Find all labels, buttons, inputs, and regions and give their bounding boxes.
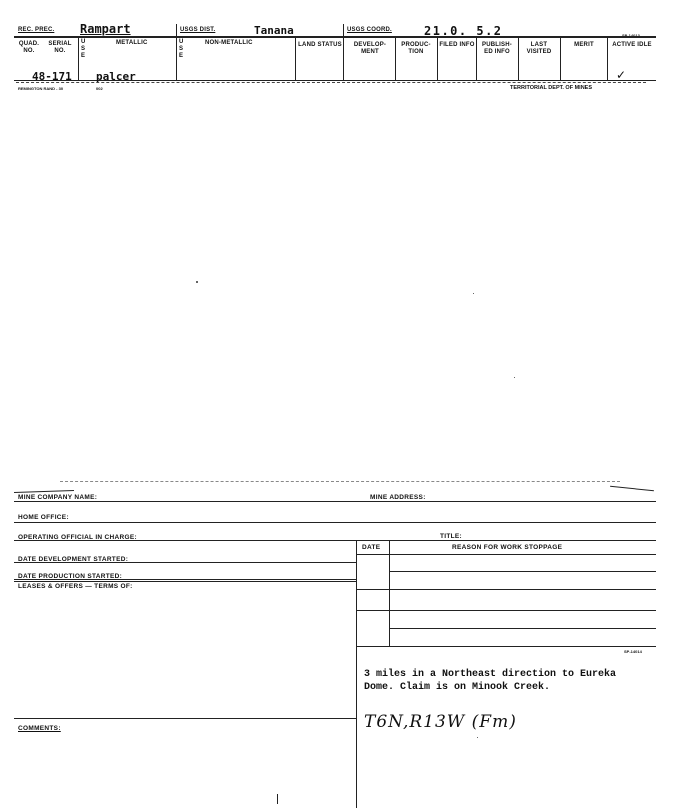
usgs-dist-label: USGS DIST. [180,27,216,33]
usgs-dist-value: Tanana [254,24,294,37]
form-number-bottom: SP-14014 [624,649,642,654]
mine-address-label: MINE ADDRESS: [370,494,426,501]
col-active-idle: ACTIVE IDLE [612,42,652,48]
home-office-label: HOME OFFICE: [18,514,69,521]
date-development-label: DATE DEVELOPMENT STARTED: [18,556,129,563]
col-development: DEVELOP- MENT [353,42,387,55]
col-quad-no: QUAD. NO. [18,41,40,54]
col-metallic: METALLIC [116,40,148,46]
address-line-1: 3 miles in a Northeast direction to Eureka [364,669,617,680]
leases-label: LEASES & OFFERS — TERMS OF: [18,583,133,590]
footer-left: REMINGTON RAND - 30 [18,86,64,91]
col-merit: MERIT [574,42,594,48]
handwritten-legal-description: T6N,R13W (Fm) [364,712,517,732]
footer-right: TERRITORIAL DEPT. OF MINES [510,85,592,91]
rec-prec-label: REC. PREC. [18,27,55,33]
form-number-top: SP-14013 [622,33,640,38]
col-filed-info: FILED INFO [439,42,475,48]
operating-official-label: OPERATING OFFICIAL IN CHARGE: [18,534,137,541]
metallic-value: palcer [96,70,136,83]
col-last-visited: LAST VISITED [526,42,552,55]
col-serial-no: SERIAL NO. [48,41,72,54]
active-idle-mark: ✓ [616,68,627,82]
date-production-label: DATE PRODUCTION STARTED: [18,573,123,580]
date-column-label: DATE [362,544,381,551]
col-published-info: PUBLISH- ED INFO [482,42,512,55]
comments-label: COMMENTS: [18,725,61,732]
col-non-metallic: NON-METALLIC [205,40,253,46]
rec-prec-value: Rampart [80,22,131,36]
mine-company-name-label: MINE COMPANY NAME: [18,494,98,501]
reason-column-label: REASON FOR WORK STOPPAGE [452,544,563,551]
col-use-metallic: U S E [81,39,86,59]
serial-value: 48-171 [32,70,72,83]
col-use-nonmetallic: U S E [179,39,184,59]
usgs-coord-label: USGS COORD. [347,27,392,33]
address-line-2: Dome. Claim is on Minook Creek. [364,682,551,693]
mine-address-text [364,668,664,694]
title-label: TITLE: [440,533,463,540]
col-land-status: LAND STATUS [298,42,342,48]
footer-left-code: 002 [96,86,103,91]
col-production: PRODUC- TION [401,42,431,55]
usgs-coord-value: 21.0. 5.2 [424,24,503,38]
